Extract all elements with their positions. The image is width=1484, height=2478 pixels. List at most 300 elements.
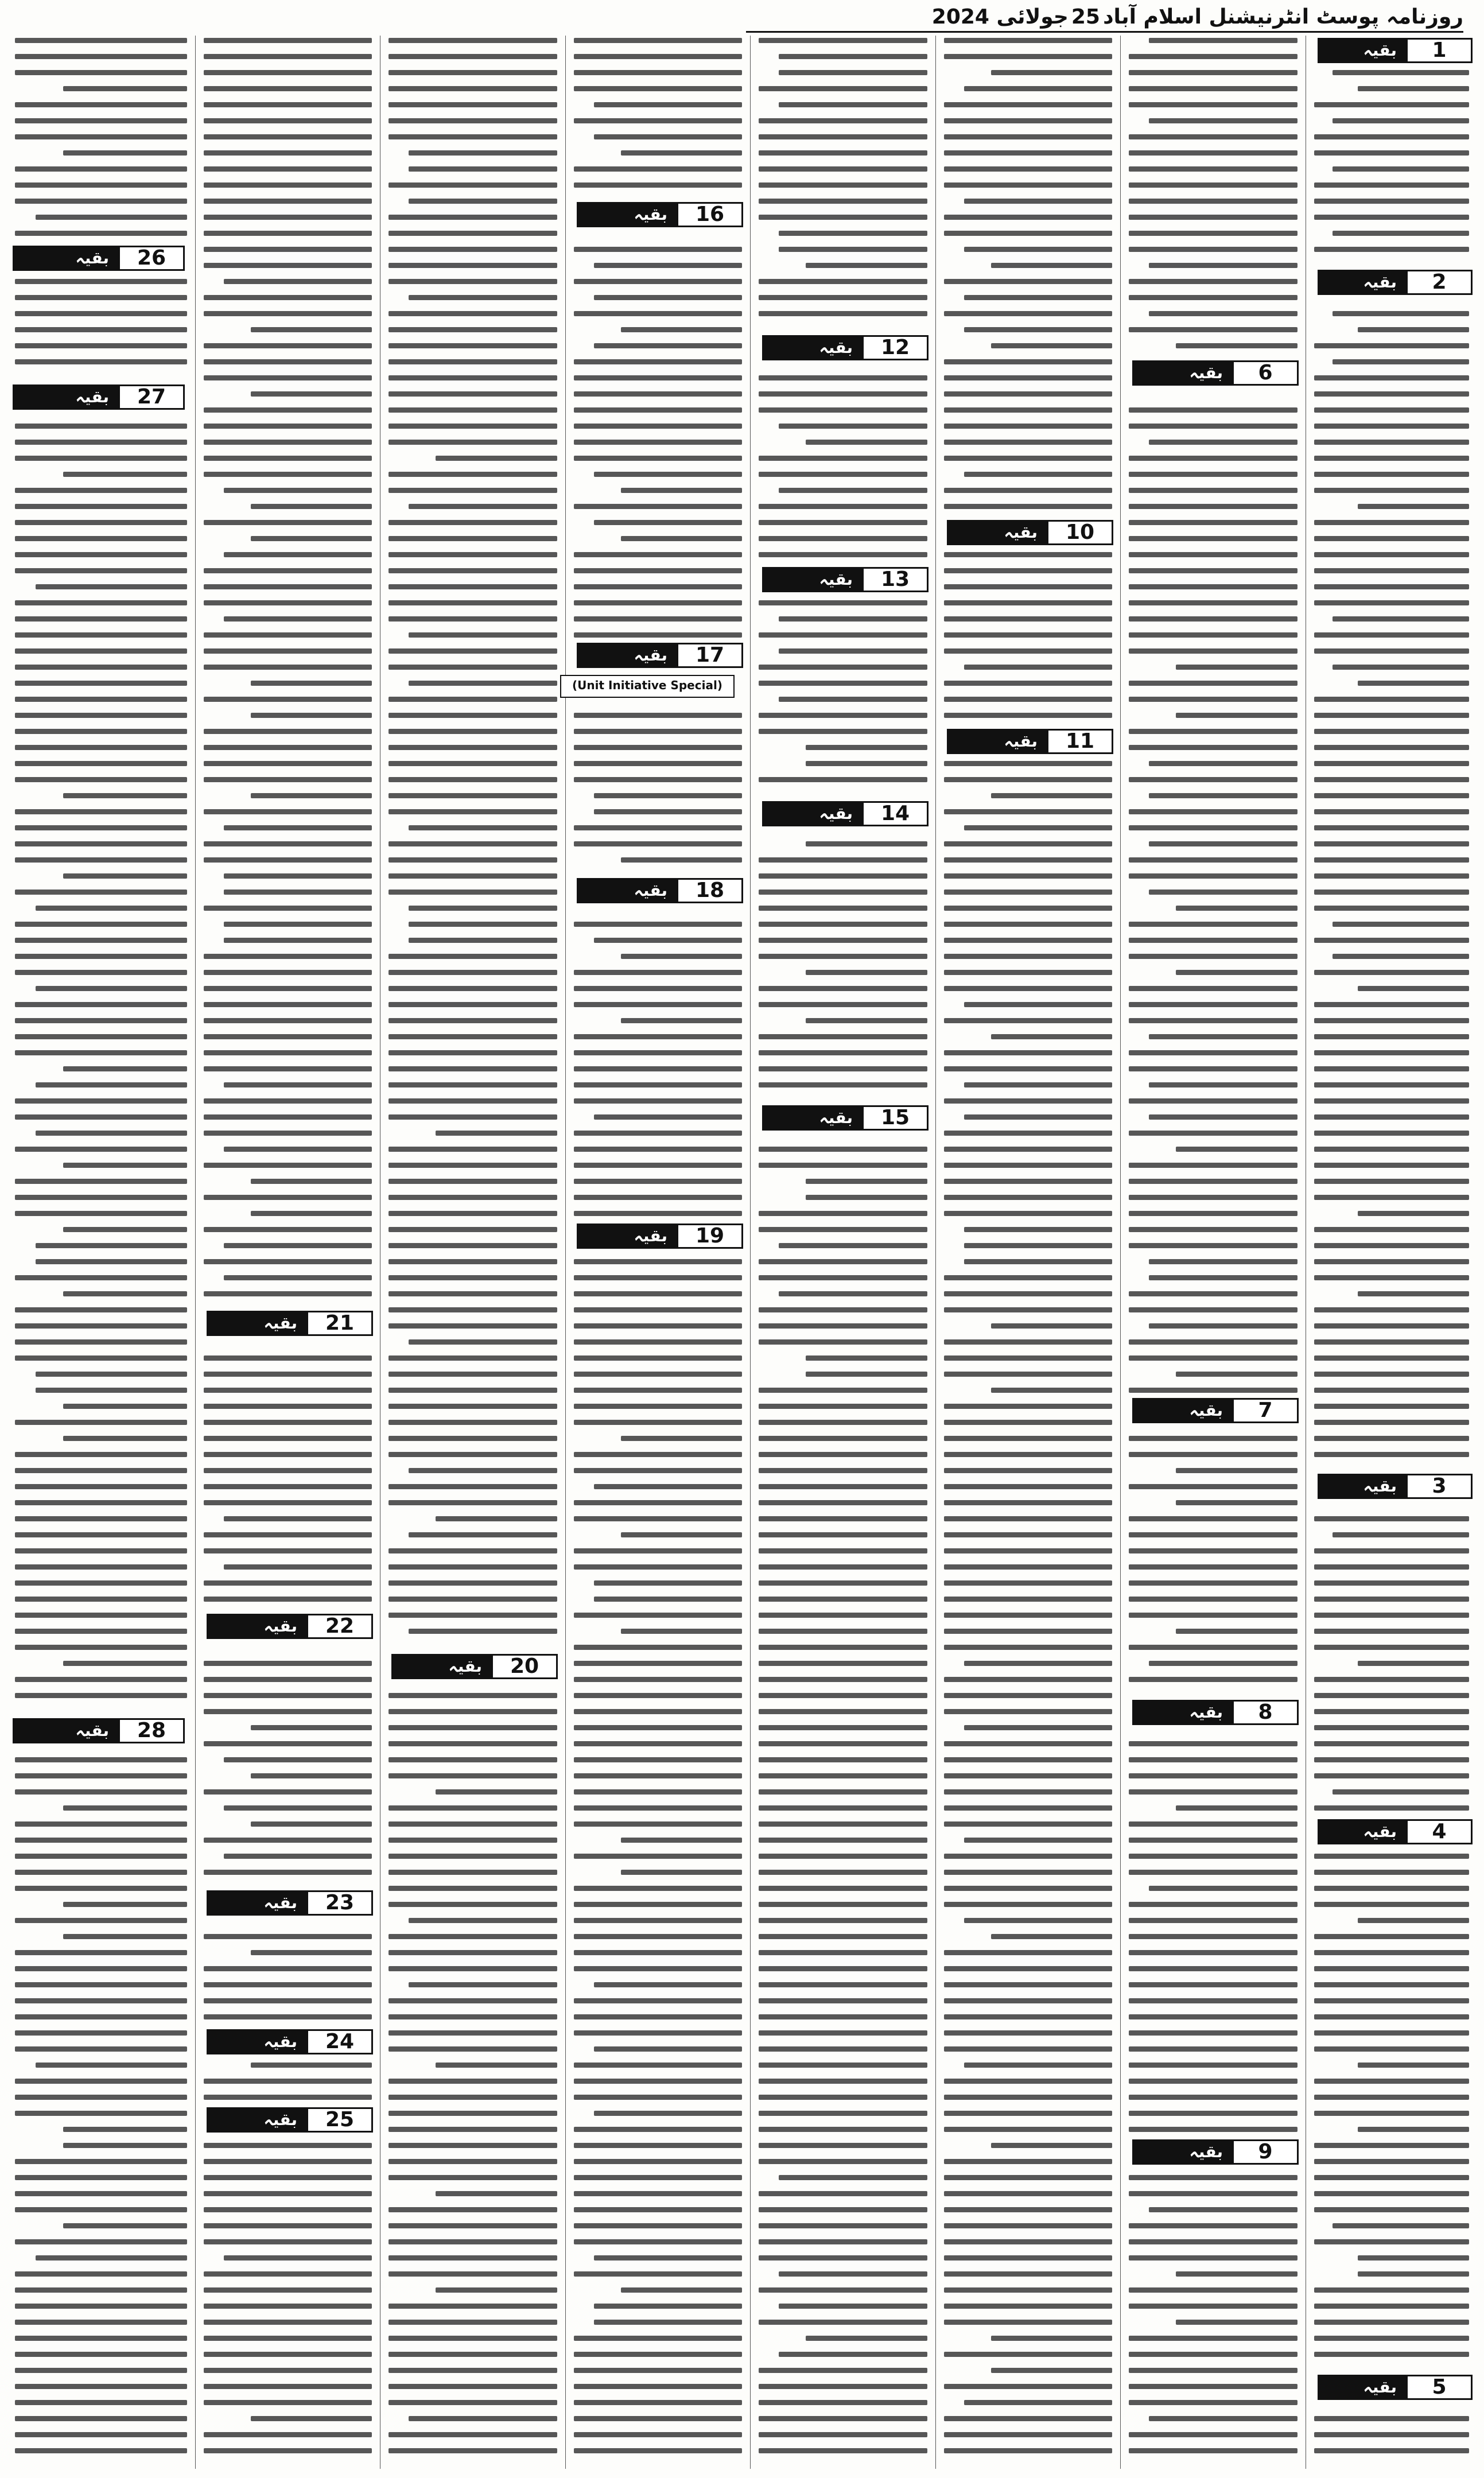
text-line — [1129, 2368, 1297, 2373]
text-line — [409, 2416, 557, 2421]
text-line — [944, 1757, 1112, 1762]
text-line — [1314, 247, 1469, 252]
text-line — [1314, 2030, 1469, 2036]
text-line — [224, 938, 372, 943]
text-line — [15, 2416, 187, 2421]
text-line — [1314, 793, 1469, 798]
text-line — [944, 1741, 1112, 1746]
text-line — [1314, 552, 1469, 557]
text-line — [1129, 1998, 1297, 2003]
text-line — [1314, 2352, 1469, 2357]
text-line — [759, 1163, 927, 1168]
text-line — [224, 279, 372, 284]
text-line — [944, 2207, 1112, 2212]
text-line — [1176, 2271, 1297, 2277]
text-line — [204, 1741, 372, 1746]
text-column — [751, 36, 935, 2469]
text-line — [944, 182, 1112, 188]
text-line — [944, 2111, 1112, 2116]
text-line — [944, 1307, 1112, 1312]
text-line — [1129, 1291, 1297, 1296]
text-line — [15, 697, 187, 702]
text-line — [204, 1195, 372, 1200]
text-line — [15, 1420, 187, 1425]
text-line — [944, 424, 1112, 429]
text-line — [1149, 1259, 1297, 1264]
text-line — [1314, 1677, 1469, 1682]
text-line — [621, 1629, 742, 1634]
text-line — [944, 1950, 1112, 1955]
text-line — [15, 504, 187, 509]
text-line — [389, 2368, 557, 2373]
text-line — [15, 2336, 187, 2341]
text-line — [204, 1789, 372, 1795]
text-line — [1129, 1098, 1297, 1104]
text-line — [1333, 311, 1469, 316]
text-line — [1129, 247, 1297, 252]
text-line — [204, 2239, 372, 2244]
text-line — [389, 793, 557, 798]
text-line — [389, 2030, 557, 2036]
text-line — [574, 1709, 742, 1714]
text-line — [759, 552, 927, 557]
text-line — [389, 697, 557, 702]
text-line — [36, 1243, 187, 1248]
text-line — [204, 1291, 372, 1296]
text-line — [15, 1597, 187, 1602]
text-line — [594, 2046, 742, 2052]
text-line — [574, 391, 742, 397]
text-line — [15, 1757, 187, 1762]
text-line — [389, 1741, 557, 1746]
text-line — [15, 1339, 187, 1345]
text-line — [964, 247, 1112, 252]
text-line — [1149, 1323, 1297, 1329]
text-line — [204, 295, 372, 300]
text-line — [594, 2255, 742, 2261]
text-line — [594, 938, 742, 943]
text-line — [1129, 825, 1297, 830]
text-line — [1314, 150, 1469, 156]
text-line — [574, 616, 742, 622]
text-line — [759, 166, 927, 172]
text-line — [204, 1436, 372, 1441]
text-line — [1314, 841, 1469, 846]
text-line — [1176, 906, 1297, 911]
text-line — [409, 938, 557, 943]
text-line — [1129, 938, 1297, 943]
text-line — [759, 2255, 927, 2261]
text-line — [759, 1548, 927, 1553]
text-line — [389, 215, 557, 220]
text-line — [204, 1580, 372, 1586]
text-line — [1314, 1420, 1469, 1425]
text-line — [944, 134, 1112, 139]
text-line — [15, 648, 187, 654]
text-line — [63, 86, 187, 91]
text-line — [1333, 359, 1469, 364]
text-line — [944, 2079, 1112, 2084]
text-line — [759, 2239, 927, 2244]
text-line — [15, 1114, 187, 1120]
text-line — [944, 1163, 1112, 1168]
text-line — [1129, 2448, 1297, 2453]
text-line — [15, 2191, 187, 2196]
text-line — [944, 1613, 1112, 1618]
text-line — [389, 118, 557, 123]
text-line — [944, 1452, 1112, 1457]
text-line — [224, 1564, 372, 1570]
text-line — [574, 1661, 742, 1666]
text-line — [574, 1998, 742, 2003]
text-line — [204, 2207, 372, 2212]
text-line — [621, 1532, 742, 1537]
text-line — [759, 2400, 927, 2405]
text-line — [204, 2143, 372, 2148]
text-line — [944, 761, 1112, 766]
text-line — [204, 1404, 372, 1409]
text-line — [574, 2271, 742, 2277]
text-line — [594, 2320, 742, 2325]
text-line — [1333, 1532, 1469, 1537]
text-line — [621, 1870, 742, 1875]
text-line — [204, 150, 372, 156]
text-line — [1129, 1548, 1297, 1553]
text-line — [621, 488, 742, 493]
text-line — [1129, 231, 1297, 236]
text-line — [204, 118, 372, 123]
masthead-date-rest: جولائی 2024 — [931, 5, 1069, 29]
text-line — [204, 166, 372, 172]
text-line — [759, 2127, 927, 2132]
text-line — [389, 1709, 557, 1714]
text-line — [944, 1548, 1112, 1553]
text-line — [63, 1163, 187, 1168]
text-line — [389, 2046, 557, 2052]
text-line — [1314, 1870, 1469, 1875]
text-line — [944, 38, 1112, 43]
text-line — [15, 295, 187, 300]
text-line — [15, 1548, 187, 1553]
text-line — [944, 1805, 1112, 1811]
text-line — [1314, 1934, 1469, 1939]
text-line — [389, 1323, 557, 1329]
text-line — [63, 150, 187, 156]
text-line — [944, 906, 1112, 911]
text-line — [574, 2079, 742, 2084]
text-line — [389, 1902, 557, 1907]
text-line — [1314, 713, 1469, 718]
text-line — [759, 118, 927, 123]
text-line — [1314, 1323, 1469, 1329]
text-line — [251, 327, 372, 332]
text-line — [574, 1757, 742, 1762]
text-line — [1129, 54, 1297, 59]
text-line — [1314, 1564, 1469, 1570]
text-line — [204, 2432, 372, 2437]
text-line — [759, 2143, 927, 2148]
text-line — [594, 343, 742, 348]
text-line — [574, 1082, 742, 1087]
text-line — [15, 600, 187, 605]
text-line — [1129, 1484, 1297, 1489]
text-line — [389, 2207, 557, 2212]
text-line — [389, 873, 557, 879]
text-line — [964, 86, 1112, 91]
text-line — [944, 809, 1112, 814]
text-line — [759, 1870, 927, 1875]
text-line — [1129, 1388, 1297, 1393]
text-line — [574, 1805, 742, 1811]
text-line — [759, 1805, 927, 1811]
text-line — [204, 665, 372, 670]
text-line — [15, 488, 187, 493]
text-line — [1129, 600, 1297, 605]
text-line — [389, 375, 557, 380]
text-line — [574, 745, 742, 750]
text-line — [574, 2191, 742, 2196]
continuation-tag-1: 1 بقیہ — [1318, 38, 1473, 63]
text-line — [389, 488, 557, 493]
text-line — [204, 2079, 372, 2084]
text-line — [574, 70, 742, 75]
text-line — [779, 697, 927, 702]
text-line — [389, 1548, 557, 1553]
text-line — [759, 1821, 927, 1827]
continuation-tag-20: 20 بقیہ — [391, 1654, 558, 1679]
text-line — [389, 440, 557, 445]
text-line — [36, 1372, 187, 1377]
text-line — [204, 2384, 372, 2389]
text-line — [1333, 954, 1469, 959]
text-line — [204, 648, 372, 654]
text-line — [594, 1114, 742, 1120]
text-line — [251, 1773, 372, 1778]
text-line — [1129, 1211, 1297, 1216]
text-line — [389, 1050, 557, 1055]
text-line — [574, 2014, 742, 2019]
text-line — [759, 182, 927, 188]
text-line — [621, 1018, 742, 1023]
text-line — [779, 102, 927, 107]
text-line — [15, 2046, 187, 2052]
text-line — [1358, 2271, 1469, 2277]
text-line — [759, 2159, 927, 2164]
text-line — [389, 1179, 557, 1184]
text-line — [204, 841, 372, 846]
text-line — [574, 1516, 742, 1521]
text-line — [759, 1580, 927, 1586]
text-line — [594, 793, 742, 798]
text-line — [1314, 1693, 1469, 1698]
text-line — [759, 520, 927, 525]
text-line — [574, 2175, 742, 2180]
text-line — [204, 1934, 372, 1939]
text-line — [15, 1323, 187, 1329]
text-line — [204, 182, 372, 188]
text-line — [1314, 1388, 1469, 1393]
text-line — [1129, 552, 1297, 557]
text-line — [574, 424, 742, 429]
text-line — [759, 890, 927, 895]
text-line — [1314, 938, 1469, 943]
text-line — [1129, 2030, 1297, 2036]
text-line — [1129, 2014, 1297, 2019]
text-line — [1149, 890, 1297, 895]
text-line — [15, 134, 187, 139]
continuation-tag-16: 16 بقیہ — [577, 202, 743, 227]
text-line — [204, 1034, 372, 1039]
text-line — [574, 1066, 742, 1071]
text-line — [574, 2448, 742, 2453]
text-line — [1314, 697, 1469, 702]
text-line — [204, 472, 372, 477]
text-line — [964, 472, 1112, 477]
text-line — [204, 2287, 372, 2293]
text-line — [15, 970, 187, 975]
text-line — [1314, 2239, 1469, 2244]
text-line — [574, 2143, 742, 2148]
text-line — [1129, 697, 1297, 702]
text-line — [15, 2287, 187, 2293]
continuation-tag-18: 18 بقیہ — [577, 878, 743, 903]
text-line — [204, 54, 372, 59]
text-line — [251, 536, 372, 541]
text-line — [1149, 761, 1297, 766]
text-line — [944, 648, 1112, 654]
continuation-tag-15: 15 بقیہ — [762, 1105, 929, 1131]
text-line — [204, 2368, 372, 2373]
text-line — [1314, 2159, 1469, 2164]
text-line — [759, 1902, 927, 1907]
text-line — [15, 2207, 187, 2212]
text-line — [1129, 2191, 1297, 2196]
text-line — [1314, 1227, 1469, 1232]
text-line — [204, 2014, 372, 2019]
text-line — [251, 1179, 372, 1184]
text-line — [204, 2448, 372, 2453]
text-line — [1358, 327, 1469, 332]
continuation-tag-21: 21 بقیہ — [207, 1311, 373, 1336]
text-line — [574, 1500, 742, 1505]
text-line — [1149, 2207, 1297, 2212]
text-line — [15, 552, 187, 557]
text-line — [1314, 890, 1469, 895]
text-line — [63, 1661, 187, 1666]
text-line — [15, 777, 187, 782]
text-line — [15, 1275, 187, 1280]
text-line — [1314, 1629, 1469, 1634]
text-line — [204, 1372, 372, 1377]
text-line — [1314, 1805, 1469, 1811]
text-line — [389, 1034, 557, 1039]
text-line — [759, 1629, 927, 1634]
text-line — [574, 1323, 742, 1329]
text-line — [1149, 263, 1297, 268]
text-line — [15, 1838, 187, 1843]
text-line — [944, 456, 1112, 461]
text-line — [204, 857, 372, 863]
text-line — [409, 295, 557, 300]
text-line — [1129, 681, 1297, 686]
text-line — [436, 1131, 557, 1136]
text-line — [63, 2127, 187, 2132]
text-line — [759, 2046, 927, 2052]
text-line — [389, 327, 557, 332]
text-line — [204, 2336, 372, 2341]
text-line — [574, 1179, 742, 1184]
text-line — [15, 536, 187, 541]
text-line — [1129, 1645, 1297, 1650]
text-line — [944, 1564, 1112, 1570]
text-line — [409, 1982, 557, 1987]
text-line — [389, 1066, 557, 1071]
text-line — [15, 1677, 187, 1682]
text-line — [15, 1564, 187, 1570]
text-line — [944, 632, 1112, 638]
text-line — [409, 150, 557, 156]
text-line — [389, 1725, 557, 1730]
text-line — [15, 616, 187, 622]
text-line — [15, 1516, 187, 1521]
text-line — [389, 665, 557, 670]
text-line — [1314, 1886, 1469, 1891]
text-line — [759, 1789, 927, 1795]
text-line — [389, 2271, 557, 2277]
text-line — [15, 1789, 187, 1795]
text-line — [1358, 86, 1469, 91]
text-line — [944, 1291, 1112, 1296]
text-line — [944, 2030, 1112, 2036]
text-line — [944, 1966, 1112, 1971]
text-line — [806, 1195, 927, 1200]
text-line — [389, 841, 557, 846]
text-line — [1358, 681, 1469, 686]
text-line — [594, 1484, 742, 1489]
text-line — [759, 2191, 927, 2196]
text-line — [944, 873, 1112, 879]
text-line — [759, 2030, 927, 2036]
text-line — [15, 1580, 187, 1586]
text-line — [1129, 1854, 1297, 1859]
text-line — [759, 86, 927, 91]
text-line — [574, 2159, 742, 2164]
text-line — [1129, 488, 1297, 493]
text-line — [436, 456, 557, 461]
text-line — [204, 1227, 372, 1232]
text-line — [389, 38, 557, 43]
text-line — [1314, 1098, 1469, 1104]
text-line — [15, 2320, 187, 2325]
text-line — [36, 906, 187, 911]
text-line — [1129, 1773, 1297, 1778]
text-line — [15, 954, 187, 959]
text-line — [15, 761, 187, 766]
text-line — [1149, 1275, 1297, 1280]
text-line — [63, 1291, 187, 1296]
text-line — [1314, 1339, 1469, 1345]
text-line — [991, 2143, 1112, 2148]
text-line — [1129, 536, 1297, 541]
text-line — [1314, 1259, 1469, 1264]
text-line — [1149, 841, 1297, 846]
text-line — [944, 584, 1112, 589]
text-line — [574, 922, 742, 927]
text-line — [759, 1082, 927, 1087]
text-line — [944, 697, 1112, 702]
text-line — [944, 54, 1112, 59]
masthead-date-day: 25 — [1071, 5, 1100, 29]
